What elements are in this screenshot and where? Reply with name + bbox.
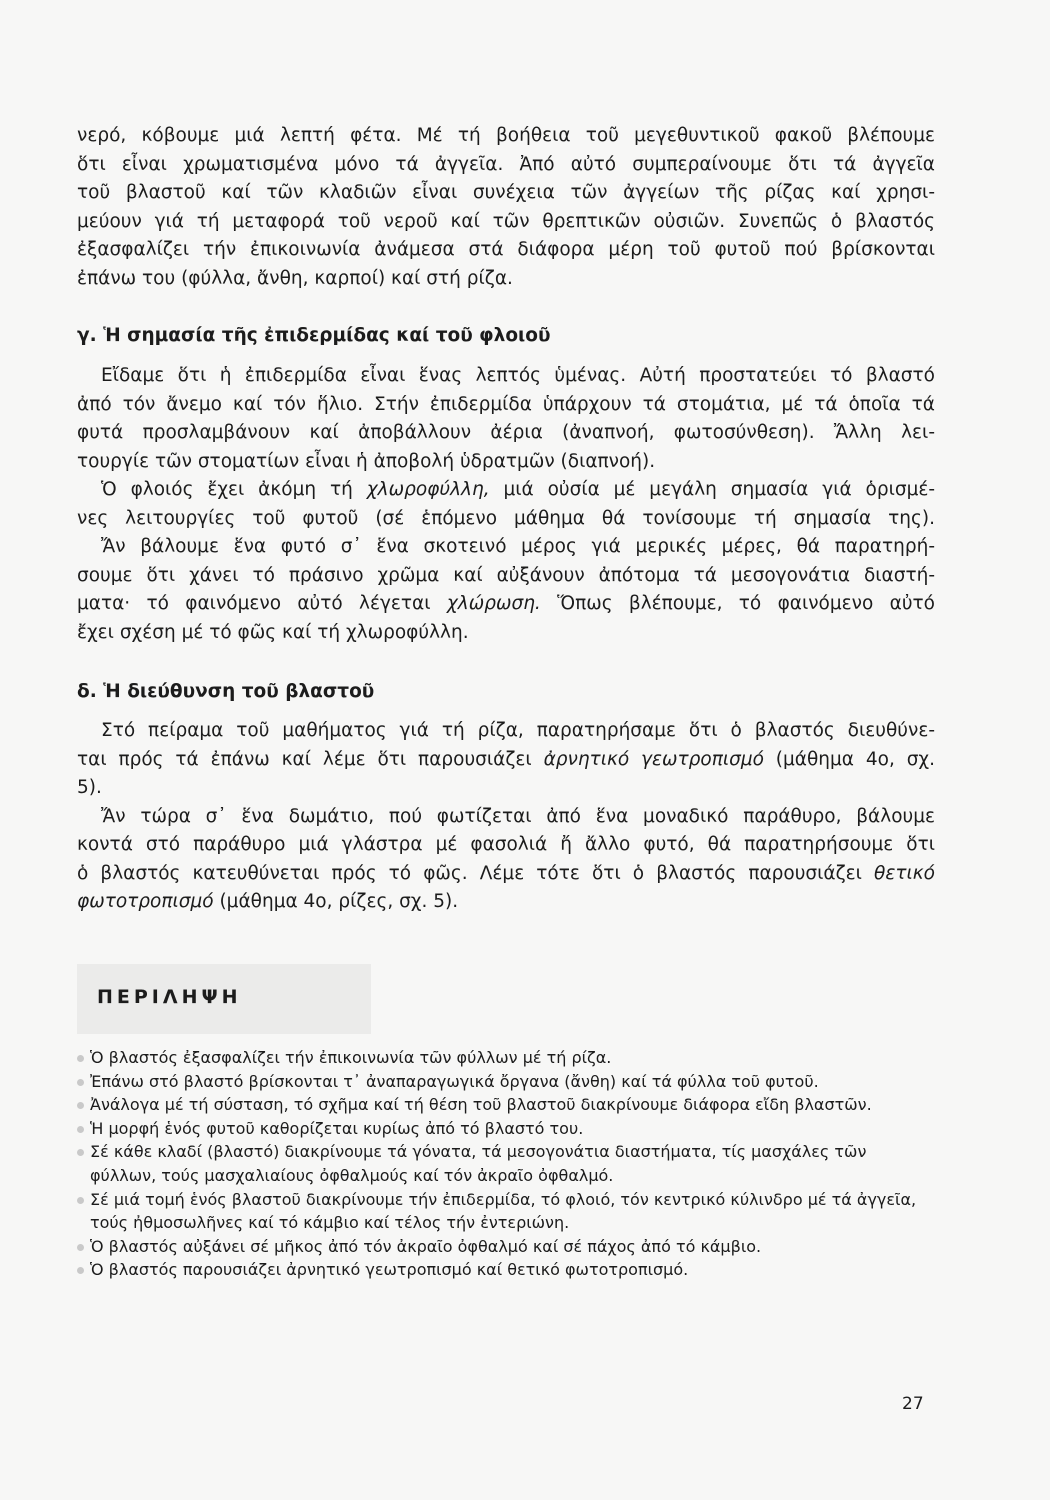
text-line: Εἴδαμε ὅτι ἡ ἐπιδερμίδα εἶναι ἕνας λεπτός ὑμένας. Αὐτή προστατεύει τό βλαστό bbox=[101, 365, 935, 386]
text-line: τοῦ βλαστοῦ καί τῶν κλαδιῶν εἶναι συνέχεια τῶν ἀγγείων τῆς ρίζας καί χρησι- bbox=[77, 182, 935, 203]
summary-item-text: Σέ κάθε κλαδί (βλαστό) διακρίνουμε τά γόνατα, τά μεσογονάτια διαστήματα, τίς μασχάλες τῶν φύλλων, τούς μασχαλιαίους ὀφθαλμούς καί τόν ἀκραῖο ὀφθαλμό. bbox=[90, 1142, 867, 1185]
bullet-dot-icon bbox=[77, 1244, 84, 1251]
summary-item bbox=[77, 1188, 937, 1235]
summary-item-text: Ὁ βλαστός αὐξάνει σέ μῆκος ἀπό τόν ἀκραῖο ὀφθαλμό καί σέ πάχος ἀπό τό κάμβιο. bbox=[90, 1236, 762, 1256]
summary-item-text: Σέ μιά τομή ἑνός βλαστοῦ διακρίνουμε τήν ἐπιδερμίδα, τό φλοιό, τόν κεντρικό κύλινδρο μέ τά ἀγγεῖα, τούς ἠθμοσωλῆνες καί τό κάμβιο καί τέλος τήν ἐντεριώνη. bbox=[90, 1189, 917, 1233]
summary-item-text: Ὁ βλαστός παρουσιάζει ἀρνητικό γεωτροπισμό καί θετικό φωτοτροπισμό. bbox=[90, 1260, 689, 1280]
text-line: μεύουν γιά τή μεταφορά τοῦ νεροῦ καί τῶν θρεπτικῶν οὐσιῶν. Συνεπῶς ὁ βλαστός bbox=[77, 210, 935, 232]
summary-title: ΠΕΡΙΛΗΨΗ bbox=[97, 986, 242, 1008]
bullet-dot-icon bbox=[77, 1267, 84, 1274]
text-run: Ὅπως βλέπουμε, τό φαινόμενο αὐτό bbox=[557, 593, 935, 614]
summary-item-text: Ἐπάνω στό βλαστό βρίσκονται τ᾿ ἀναπαραγωγικά ὄργανα (ἄνθη) καί τά φύλλα τοῦ φυτοῦ. bbox=[90, 1071, 819, 1091]
bullet-dot-icon bbox=[77, 1102, 84, 1109]
text-line: ἐπάνω του (φύλλα, ἄνθη, καρποί) καί στή ρίζα. bbox=[77, 267, 513, 289]
section-delta-heading: δ. Ἡ διεύθυνση τοῦ βλαστοῦ bbox=[77, 681, 375, 702]
text-line: ἐξασφαλίζει τήν ἐπικοινωνία ἀνάμεσα στά διάφορα μέρη τοῦ φυτοῦ πού βρίσκονται bbox=[77, 239, 935, 260]
text-line: τουργίε τῶν στοματίων εἶναι ἡ ἀποβολή ὑδρατμῶν (διαπνοή). bbox=[77, 450, 656, 472]
bullet-dot-icon bbox=[77, 1079, 84, 1086]
summary-item bbox=[77, 1140, 937, 1187]
text-line: σουμε ὅτι χάνει τό πράσινο χρῶμα καί αὐξάνουν ἀπότομα τά μεσογονάτια διαστή- bbox=[77, 564, 935, 586]
summary-item bbox=[77, 1117, 937, 1141]
summary-item bbox=[77, 1093, 937, 1117]
section-gamma-body bbox=[77, 362, 935, 647]
text-run: ματα· τό φαινόμενο αὐτό λέγεται bbox=[77, 593, 431, 614]
bullet-dot-icon bbox=[77, 1055, 84, 1062]
summary-item-text: Ὁ βλαστός ἐξασφαλίζει τήν ἐπικοινωνία τῶν φύλλων μέ τή ρίζα. bbox=[90, 1048, 612, 1067]
text-line: κοντά στό παράθυρο μιά γλάστρα μέ φασολιά ἤ ἄλλο φυτό, θά παρατηρήσουμε ὅτι bbox=[77, 834, 935, 855]
italic-term-chlorosis: χλώρωση. bbox=[446, 593, 541, 614]
text-line bbox=[77, 888, 935, 917]
text-line: ὅτι εἶναι χρωματισμένα μόνο τά ἀγγεῖα. Ἀπό αὐτό συμπεραίνουμε ὅτι τά ἀγγεῖα bbox=[77, 153, 935, 175]
text-line: ἔχει σχέση μέ τό φῶς καί τή χλωροφύλλη. bbox=[77, 621, 469, 643]
italic-term-positive: θετικό bbox=[874, 862, 935, 884]
italic-term-phototropism: φωτοτροπισμό bbox=[77, 891, 214, 912]
text-run: (μάθημα 4ο, ρίζες, σχ. 5). bbox=[219, 891, 459, 912]
text-line: Ἄν τώρα σ᾿ ἕνα δωμάτιο, πού φωτίζεται ἀπό ἕνα μοναδικό παράθυρο, βάλουμε bbox=[101, 805, 935, 827]
text-run: ται πρός τά ἐπάνω καί λέμε ὅτι παρουσιάζει bbox=[77, 748, 532, 770]
text-line: νερό, κόβουμε μιά λεπτή φέτα. Μέ τή βοήθεια τοῦ μεγεθυντικοῦ φακοῦ βλέπουμε bbox=[77, 125, 935, 146]
text-line: ἀπό τόν ἄνεμο καί τόν ἥλιο. Στήν ἐπιδερμίδα ὑπάρχουν τά στομάτια, μέ τά ὁποῖα τά bbox=[77, 393, 935, 415]
text-run: μιά οὐσία μέ μεγάλη σημασία γιά ὁρισμέ- bbox=[503, 479, 936, 500]
text-line bbox=[77, 590, 935, 619]
text-line: φυτά προσλαμβάνουν καί ἀποβάλλουν ἀέρια (ἀναπνοή, φωτοσύνθεση). Ἄλλη λει- bbox=[77, 422, 935, 443]
page-number: 27 bbox=[902, 1394, 924, 1414]
bullet-dot-icon bbox=[77, 1149, 84, 1156]
text-line: 5). bbox=[77, 777, 102, 798]
text-line bbox=[77, 860, 935, 889]
summary-item-text: Ἡ μορφή ἑνός φυτοῦ καθορίζεται κυρίως ἀπό τό βλαστό του. bbox=[90, 1118, 584, 1138]
text-line: Στό πείραμα τοῦ μαθήματος γιά τή ρίζα, παρατηρήσαμε ὅτι ὁ βλαστός διευθύνε- bbox=[101, 720, 935, 741]
text-run: ὁ βλαστός κατευθύνεται πρός τό φῶς. Λέμε τότε ὅτι ὁ βλαστός παρουσιάζει bbox=[77, 862, 862, 884]
summary-item bbox=[77, 1046, 937, 1070]
summary-item bbox=[77, 1258, 937, 1282]
italic-term-chlorophyll: χλωροφύλλη, bbox=[366, 479, 490, 500]
section-gamma-heading: γ. Ἡ σημασία τῆς ἐπιδερμίδας καί τοῦ φλοιοῦ bbox=[77, 325, 551, 346]
text-run: (μάθημα 4ο, σχ. bbox=[775, 748, 936, 770]
summary-list bbox=[77, 1046, 937, 1282]
intro-paragraph bbox=[77, 122, 935, 293]
text-line bbox=[77, 476, 935, 505]
text-line: νες λειτουργίες τοῦ φυτοῦ (σέ ἑπόμενο μάθημα θά τονίσουμε τή σημασία της). bbox=[77, 507, 935, 529]
text-run: Ὁ φλοιός ἔχει ἀκόμη τή bbox=[101, 479, 353, 500]
bullet-dot-icon bbox=[77, 1197, 84, 1204]
italic-term-negative-geotropism: ἀρνητικό γεωτροπισμό bbox=[543, 748, 764, 770]
summary-item-text: Ἀνάλογα μέ τή σύσταση, τό σχῆμα καί τή θέση τοῦ βλαστοῦ διακρίνουμε διάφορα εἴδη βλαστῶν. bbox=[90, 1095, 872, 1115]
section-delta-body bbox=[77, 717, 935, 917]
bullet-dot-icon bbox=[77, 1126, 84, 1133]
summary-item bbox=[77, 1070, 937, 1094]
text-line bbox=[77, 746, 935, 775]
summary-item bbox=[77, 1235, 937, 1259]
text-line: Ἄν βάλουμε ἕνα φυτό σ᾿ ἕνα σκοτεινό μέρος γιά μερικές μέρες, θά παρατηρή- bbox=[101, 536, 935, 557]
